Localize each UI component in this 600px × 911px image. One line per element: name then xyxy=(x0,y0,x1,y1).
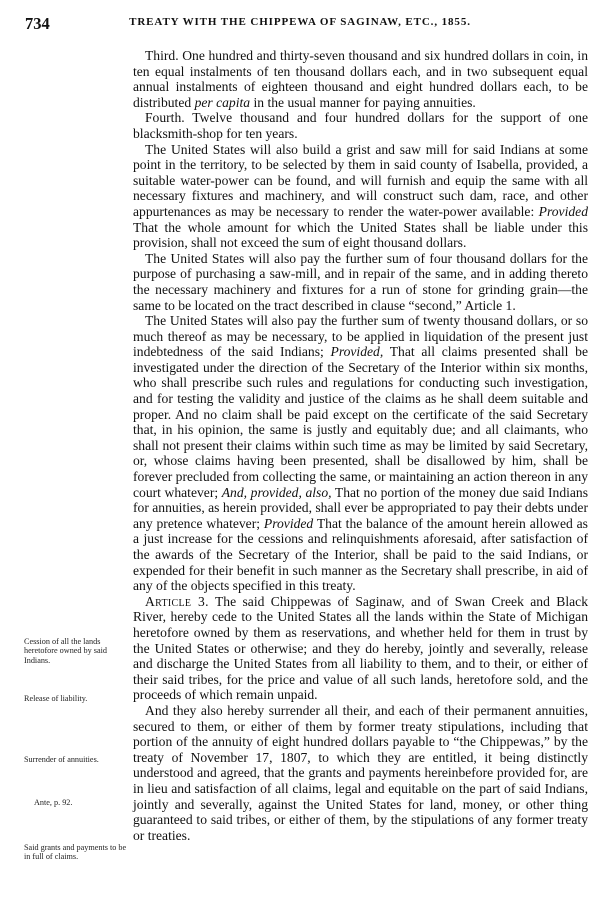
paragraph-surrender: And they also hereby surrender all their, and each of their permanent annuities, secured to them, or either of them by former treaty stipulations, including that portion of the annuity of eight hundred dollars payable to “the Chippewas,” by the treaty of November 17, 1807, to which they are entitled, it being distinctly understood and agreed, that the grants and payments hereinbefore provided for, are in lieu and satisfaction of all claims, legal and equitable on the part of said Indians, jointly and severally, against the United States for land, money, or other thing guaranteed to said tribes, or either of them, by the stipulations of any former treaty or treaties. xyxy=(133,702,588,843)
paragraph-third xyxy=(133,48,588,110)
italic-term: And, provided, also, xyxy=(221,484,332,500)
paragraph-text: That no portion of the money due said Indians for annuities, as herein provided, shall ever be appropriated to pay their debts under any pretence whatever; xyxy=(133,484,589,531)
paragraph-text: That all claims presented shall be investigated under the direction of the Secretary of the Interior within six months, who shall prescribe such rules and regulations for conducting such investigation, and for testing the validity and justice of the claims as he shall deem suitable and proper. And no claim shall be paid except on the certificate of the said Secretary that, in his opinion, the same is justly and equitably due; and all claimants, who shall not present their claims within such time as may be limited by said Secretary, or, whose claims having been presented, shall be disallowed by him, shall be forever precluded from collecting the same, or maintaining an action thereon in any court whatever; xyxy=(133,344,588,500)
margin-note-cession: Cession of all the lands heretofore owned by said Indians. xyxy=(24,637,107,665)
italic-term: per capita xyxy=(194,94,251,110)
paragraph-text: in the usual manner for paying annuities. xyxy=(253,94,476,110)
italic-term: Provided xyxy=(538,203,588,219)
margin-note-surrender: Surrender of annuities. xyxy=(24,755,99,764)
paragraph-text: That the whole amount for which the United States shall be liable under this provision, shall not exceed the sum of eight thousand dollars. xyxy=(133,219,588,251)
paragraph-mill xyxy=(133,142,588,251)
italic-term: Provided xyxy=(263,515,314,531)
paragraph-article-3 xyxy=(133,594,588,703)
paragraph-text: The said Chippewas of Saginaw, and of Swan Creek and Black River, hereby cede to the United States all the lands within the State of Michigan heretofore owned by them as reservations, and whether held for them in trust by the United States or otherwise; and they do hereby, jointly and severally, release and discharge the United States from all liability to them, and to their, or either of their said tribes, for the price and value of all such lands, heretofore sold, and the proceeds of which remain unpaid. xyxy=(133,593,588,703)
running-title: TREATY WITH THE CHIPPEWA OF SAGINAW, ETC., 1855. xyxy=(129,16,471,28)
paragraph-fourth: Fourth. Twelve thousand and four hundred dollars for the support of one blacksmith-shop for ten years. xyxy=(133,110,588,141)
paragraph-text: Third. One hundred and thirty-seven thousand and six hundred dollars in coin, in ten equal instalments of ten thousand dollars each, and in two subsequent equal annual instalments of eighteen thousand and eight hundred dollars each, to be distributed xyxy=(133,48,588,110)
article-label: Article 3. xyxy=(145,593,209,609)
margin-note-grants: Said grants and payments to be in full of claims. xyxy=(24,843,127,862)
paragraph-text: The United States will also build a grist and saw mill for said Indians at some point in the territory, to be selected by them in said county of Isabella, provided, a suitable water-power can be found, and will furnish and equip the same with all necessary fixtures and machinery, and will construct such dam, race, and other appurtenances as may be necessary to render the water-power available: xyxy=(133,141,588,219)
page-header xyxy=(25,14,590,36)
paragraph-text: That the balance of the amount herein allowed as a just increase for the cessions and relinquishments aforesaid, after satisfaction of the awards of the Secretary of the Interior, shall be paid to the said Indians, or expended for their benefit in such manner as the Secretary shall prescribe, in aid of any of the objects specified in this treaty. xyxy=(133,515,588,594)
treaty-body-text xyxy=(133,48,588,843)
paragraph-saw-mill: The United States will also pay the further sum of four thousand dollars for the purpose of purchasing a saw-mill, and in repair of the same, and in adding thereto the necessary machinery and fixtures for a run of stone for grinding grain—the same to be located on the tract described in clause “second,” Article 1. xyxy=(133,250,588,313)
margin-note-ante: Ante, p. 92. xyxy=(34,798,73,807)
page-number: 734 xyxy=(25,14,50,33)
margin-note-release: Release of liability. xyxy=(24,694,88,703)
paragraph-indebtedness xyxy=(133,313,588,594)
italic-term: Provided, xyxy=(330,344,384,360)
paragraph-text: The United States will also pay the further sum of twenty thousand dollars, or so much thereof as may be necessary, to be applied in liquidation of the present just indebtedness of the said Indians; xyxy=(133,313,588,360)
